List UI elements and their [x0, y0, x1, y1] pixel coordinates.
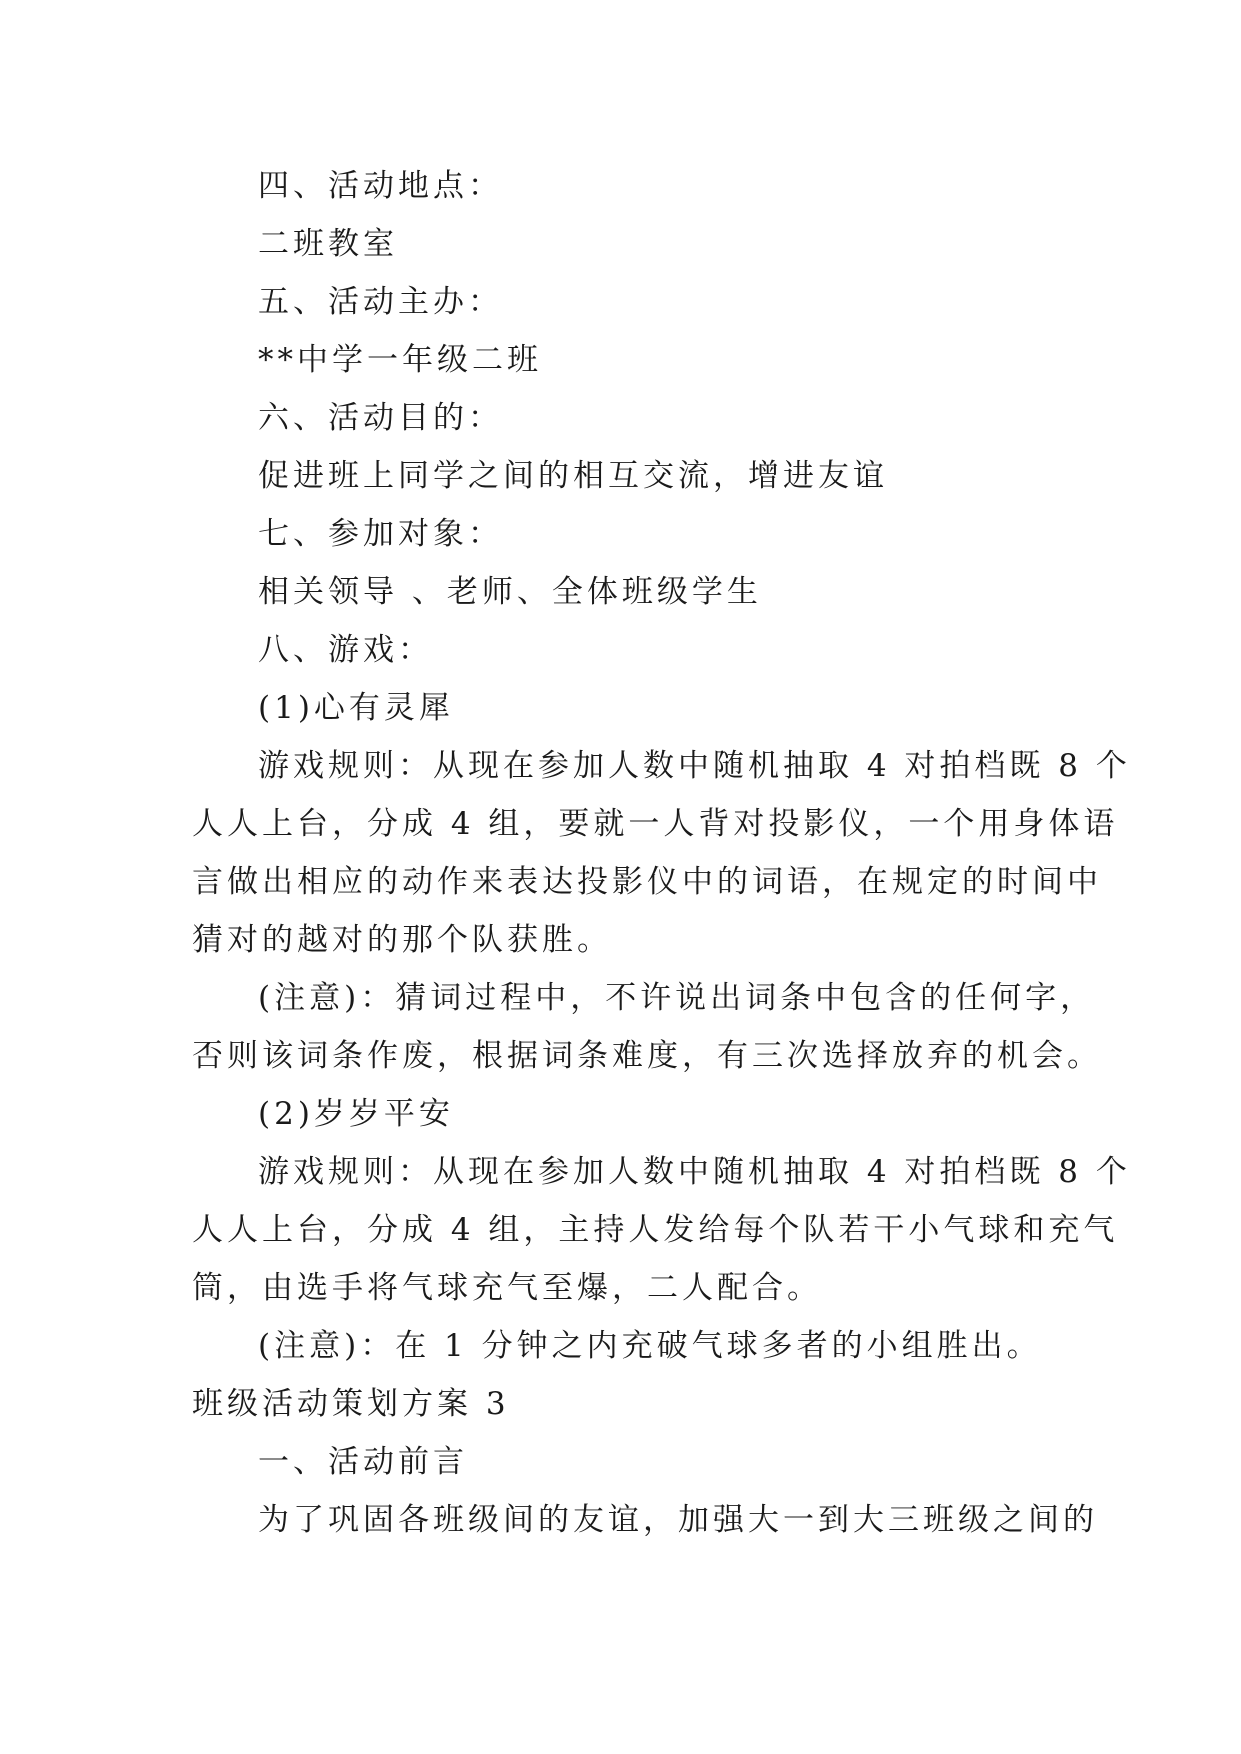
paragraph-line: 人人上台，分成 4 组，要就一人背对投影仪，一个用身体语	[192, 806, 1119, 842]
paragraph-line: 人人上台，分成 4 组，主持人发给每个队若干小气球和充气	[192, 1212, 1119, 1248]
plan-title-3: 班级活动策划方案 3	[192, 1386, 510, 1422]
note-line: (注意)：在 1 分钟之内充破气球多者的小组胜出。	[258, 1328, 1042, 1364]
section-heading-preface: 一、活动前言	[258, 1444, 468, 1480]
note-line: 否则该词条作废，根据词条难度，有三次选择放弃的机会。	[192, 1038, 1102, 1074]
paragraph-line: 猜对的越对的那个队获胜。	[192, 922, 612, 958]
paragraph-organizer: **中学一年级二班	[258, 342, 542, 378]
paragraph-line: 言做出相应的动作来表达投影仪中的词语，在规定的时间中	[192, 864, 1102, 900]
game-title-1: (1)心有灵犀	[258, 690, 454, 726]
paragraph-venue: 二班教室	[258, 226, 398, 262]
paragraph-purpose: 促进班上同学之间的相互交流，增进友谊	[258, 458, 888, 494]
paragraph-preface: 为了巩固各班级间的友谊，加强大一到大三班级之间的	[258, 1502, 1098, 1538]
section-heading-games: 八、游戏：	[258, 632, 433, 668]
section-heading-participants: 七、参加对象：	[258, 516, 503, 552]
paragraph-line: 筒，由选手将气球充气至爆，二人配合。	[192, 1270, 822, 1306]
game-title-2: (2)岁岁平安	[258, 1096, 454, 1132]
paragraph-participants: 相关领导 、老师、全体班级学生	[258, 574, 762, 610]
section-heading-organizer: 五、活动主办：	[258, 284, 503, 320]
section-heading-venue: 四、活动地点：	[258, 168, 503, 204]
section-heading-purpose: 六、活动目的：	[258, 400, 503, 436]
paragraph-line: 游戏规则：从现在参加人数中随机抽取 4 对拍档既 8 个	[258, 1154, 1131, 1190]
note-line: (注意)：猜词过程中，不许说出词条中包含的任何字，	[258, 980, 1096, 1016]
paragraph-line: 游戏规则：从现在参加人数中随机抽取 4 对拍档既 8 个	[258, 748, 1131, 784]
